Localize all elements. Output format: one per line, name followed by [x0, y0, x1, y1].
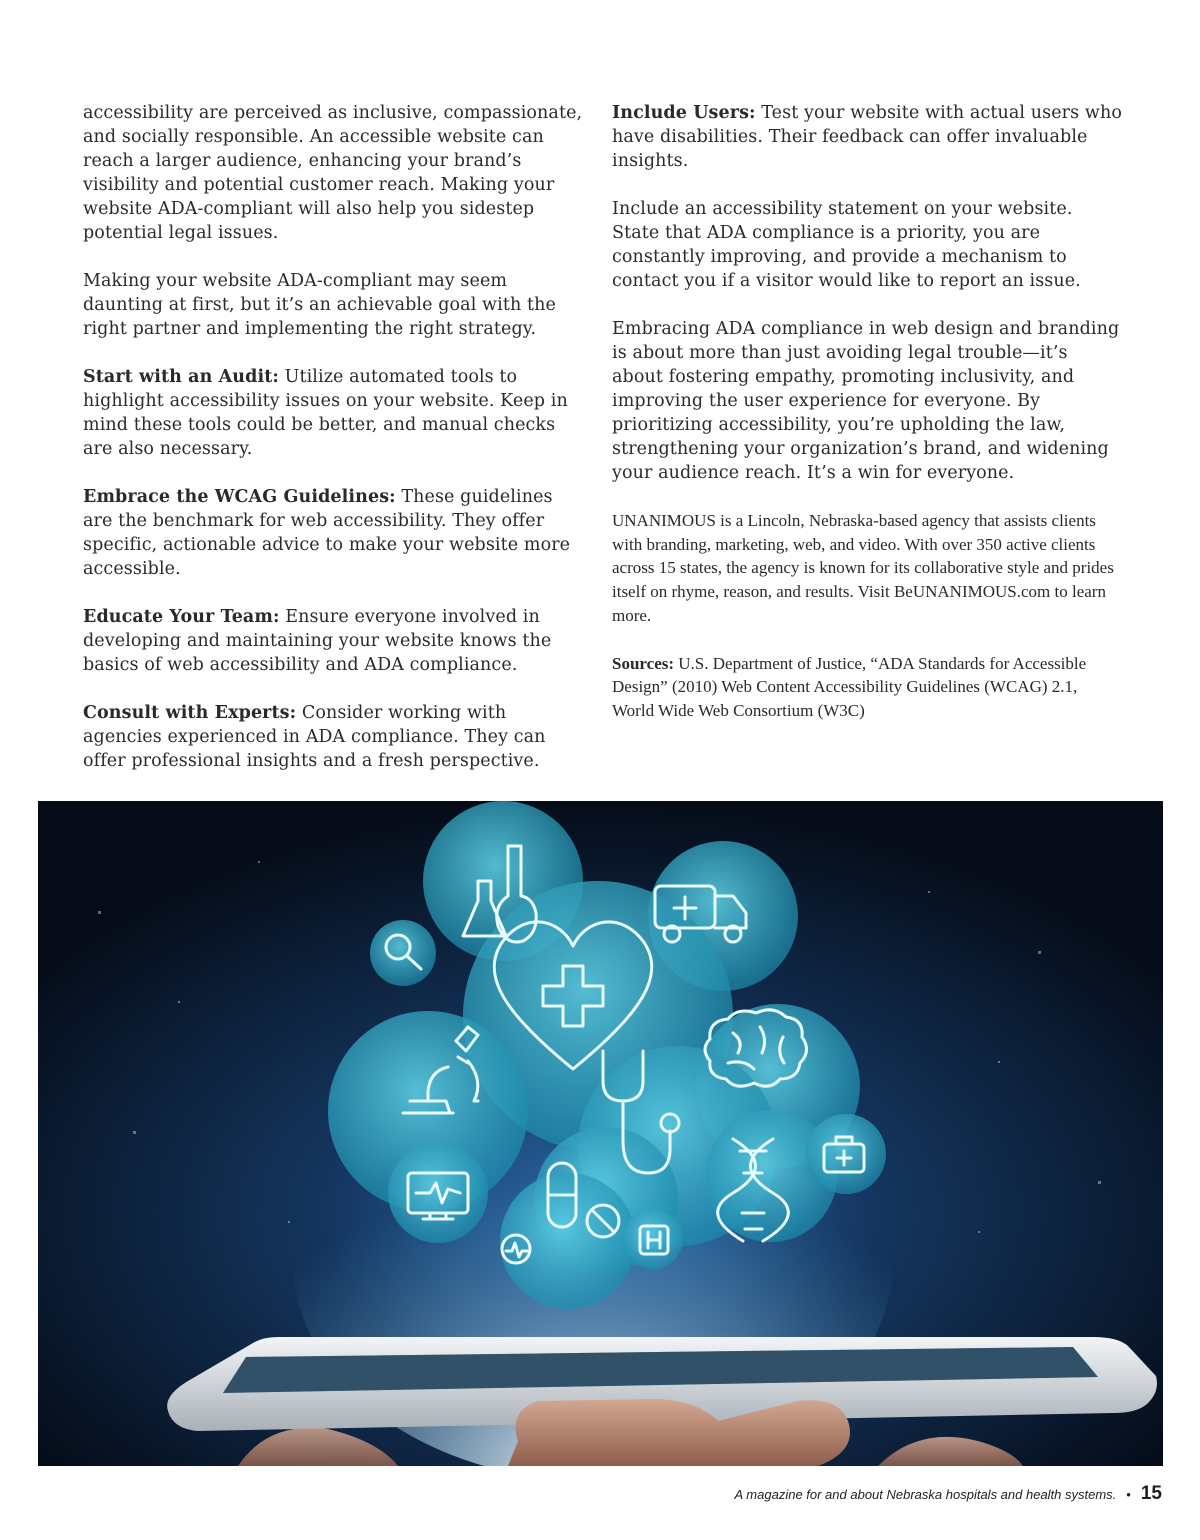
tip-heading: Educate Your Team: [83, 607, 280, 627]
footer-separator: • [1126, 1486, 1131, 1502]
tip-consult [83, 701, 583, 773]
tip-text: These guidelines are the benchmark for web accessibility. They offer specific, actionable advice to make your website more accessible. [83, 487, 571, 579]
left-column [83, 101, 583, 797]
tip-educate [83, 605, 583, 677]
author-bio-block [612, 509, 1122, 723]
agency-bio: UNANIMOUS is a Lincoln, Nebraska-based agency that assists clients with branding, marketing, web, and video. With over 350 active clients across 15 states, the agency is known for its collaborative style and prides itself on rhyme, reason, and results. Visit BeUNANIMOUS.com to learn more. [612, 511, 1114, 625]
hero-illustration [38, 801, 1163, 1466]
tip-wcag [83, 485, 583, 581]
page-footer [735, 1482, 1163, 1506]
daunting-paragraph: Making your website ADA-compliant may seem daunting at first, but it’s an achievable goal with the right partner and implementing the right strategy. [83, 271, 556, 339]
tip-text: Test your website with actual users who have disabilities. Their feedback can offer invaluable insights. [612, 103, 1122, 171]
sources-text: U.S. Department of Justice, “ADA Standards for Accessible Design” (2010) Web Content Accessibility Guidelines (WCAG) 2.1, World Wide Web Consortium (W3C) [612, 653, 1087, 720]
sources-label: Sources: [612, 653, 675, 673]
tip-heading: Start with an Audit: [83, 367, 279, 387]
conclusion-paragraph: Embracing ADA compliance in web design and branding is about more than just avoiding legal trouble—it’s about fostering empathy, promoting inclusivity, and improving the user experience for everyone. By prioritizing accessibility, you’re upholding the law, strengthening your organization’s brand, and widening your audience reach. It’s a win for everyone. [612, 319, 1120, 483]
statement-paragraph: Include an accessibility statement on your website. State that ADA compliance is a priority, you are constantly improving, and provide a mechanism to contact you if a visitor would like to report an issue. [612, 199, 1081, 291]
right-column [612, 101, 1122, 747]
tip-audit [83, 365, 583, 461]
page-number: 15 [1140, 1483, 1162, 1504]
tip-heading: Embrace the WCAG Guidelines: [83, 487, 396, 507]
tip-heading: Consult with Experts: [83, 703, 297, 723]
tip-text: Consider working with agencies experienced in ADA compliance. They can offer professional insights and a fresh perspective. [83, 703, 546, 771]
tip-include-users [612, 101, 1122, 173]
intro-paragraph: accessibility are perceived as inclusive, compassionate, and socially responsible. An accessible website can reach a larger audience, enhancing your brand’s visibility and potential customer reach. Making your website ADA-compliant will also help you sidestep potential legal issues. [83, 103, 583, 243]
tip-heading: Include Users: [612, 103, 756, 123]
tip-text: Utilize automated tools to highlight accessibility issues on your website. Keep in mind these tools could be better, and manual checks are also necessary. [83, 367, 568, 459]
sources [612, 652, 1122, 723]
tip-text: Ensure everyone involved in developing and maintaining your website knows the basics of web accessibility and ADA compliance. [83, 607, 552, 675]
magazine-tagline: A magazine for and about Nebraska hospitals and health systems. [734, 1486, 1117, 1502]
